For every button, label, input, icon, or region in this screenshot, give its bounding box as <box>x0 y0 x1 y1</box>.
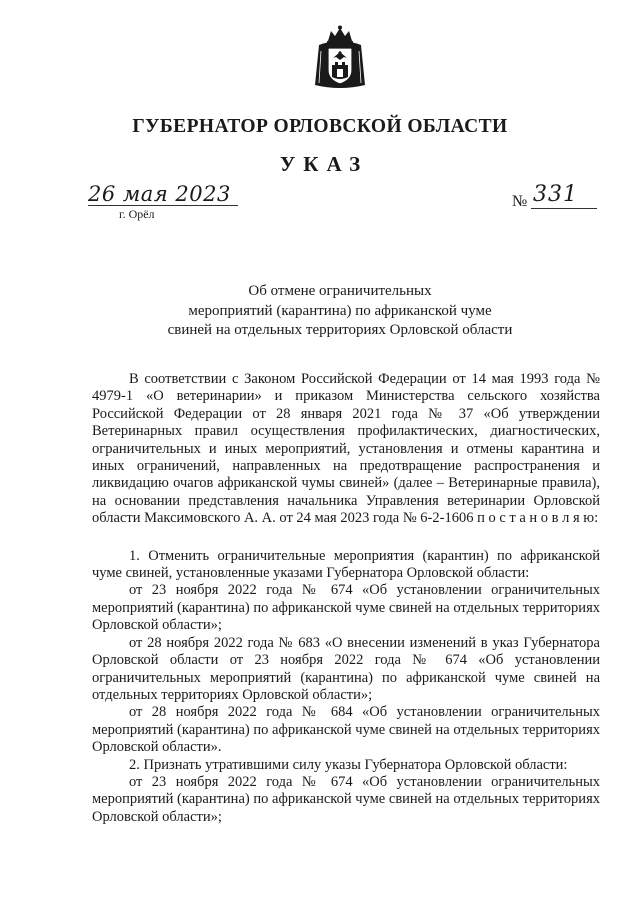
item-paragraph: от 23 ноября 2022 года № 674 «Об установлении ограничительных мероприятий (карантина) по африканской чуме свиней на отдельных территориях Орловской области»; <box>92 773 600 825</box>
document-type-heading: УКАЗ <box>279 152 369 176</box>
coat-of-arms-icon <box>311 25 369 91</box>
issuer-heading: ГУБЕРНАТОР ОРЛОВСКОЙ ОБЛАСТИ <box>132 116 508 137</box>
item-paragraph: 2. Признать утратившими силу указы Губернатора Орловской области: <box>129 756 568 773</box>
title-line: мероприятий (карантина) по африканской чуме <box>188 302 492 319</box>
document-title <box>140 282 540 341</box>
paragraph-gap <box>92 528 600 548</box>
title-line: Об отмене ограничительных <box>248 283 432 299</box>
item-paragraph: от 23 ноября 2022 года № 674 «Об установлении ограничительных мероприятий (карантина) по африканской чуме свиней на отдельных территориях Орловской области»; <box>92 582 600 634</box>
handwritten-number: 331 <box>533 182 578 207</box>
title-line: свиней на отдельных территориях Орловской области <box>167 322 513 338</box>
date-underline <box>88 205 238 206</box>
preamble-paragraph: В соответствии с Законом Российской Федерации от 14 мая 1993 года № 4979-1 «О ветеринарии» и приказом Министерства сельского хозяйства Российской Федерации от 28 января 2021 года № 37 «Об утверждении Ветеринарных правил осуществления профилактических, диагностических, ограничительных и иных мероприятий, установления и отмены карантина и иных ограничений, направленных на предотвращение распространения и ликвидацию очагов африканской чумы свиней» (далее – Ветеринарные правила), на основании представления начальника Управления ветеринарии Орловской области Максимовского А. А. от 24 мая 2023 года № 6-2-1606 п о с т а н о в л я ю: <box>92 371 600 527</box>
item-paragraph: от 28 ноября 2022 года № 684 «Об установлении ограничительных мероприятий (карантина) по африканской чуме свиней на отдельных территориях Орловской области». <box>92 704 600 756</box>
item-paragraph: 1. Отменить ограничительные мероприятия (карантин) по африканской чуме свиней, установленные указами Губернатора Орловской области: <box>92 547 600 582</box>
handwritten-date: 26 мая 2023 <box>88 182 231 206</box>
place-of-issue: г. Орёл <box>119 207 155 221</box>
number-label: № <box>512 193 528 210</box>
number-underline <box>531 208 597 209</box>
document-body <box>92 371 600 826</box>
item-paragraph: от 28 ноября 2022 года № 683 «О внесении изменений в указ Губернатора Орловской области от 23 ноября 2022 года № 674 «Об установлении ограничительных мероприятий (карантина) по африканской чуме свиней на отдельных территориях Орловской области»; <box>92 634 600 703</box>
